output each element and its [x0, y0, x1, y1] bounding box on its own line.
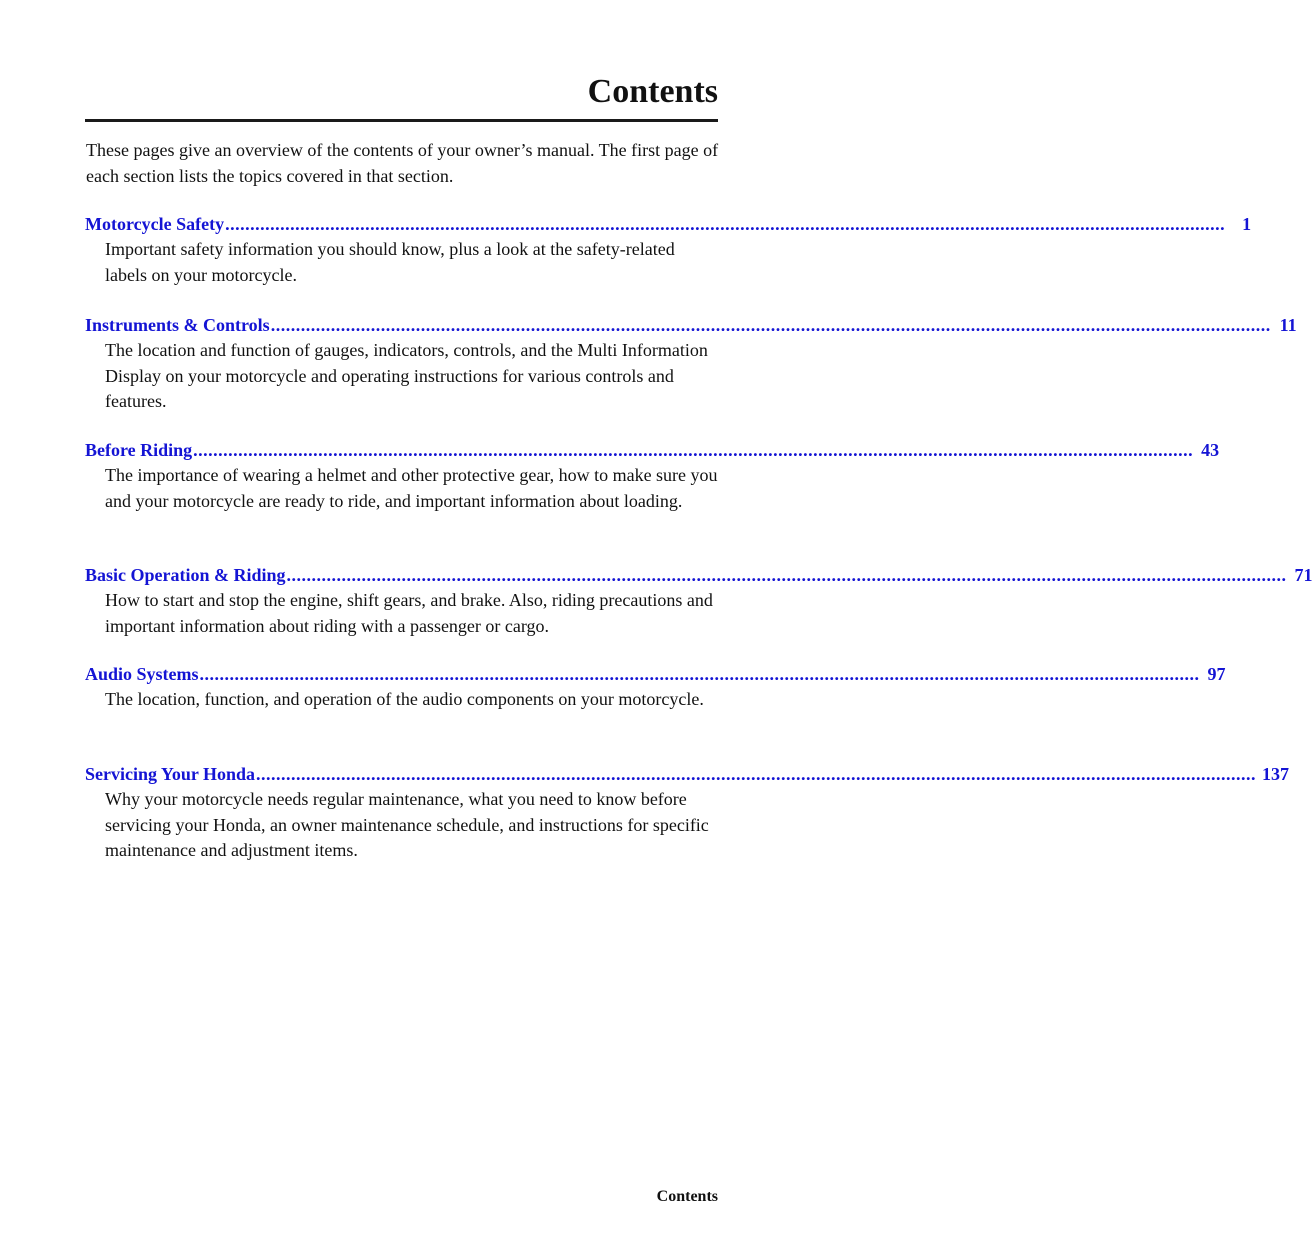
footer-section-label: Contents [656, 1188, 718, 1205]
page-title: Contents [587, 73, 718, 110]
toc-page-number[interactable]: 1 [1242, 214, 1252, 234]
toc-page-number[interactable]: 97 [1207, 664, 1226, 684]
toc-description: Important safety information you should know, plus a look at the safety-related labels on your motorcycle. [105, 239, 675, 285]
toc-label[interactable]: Servicing Your Honda [85, 764, 256, 784]
toc-dot-leader: ........................................................................................................................................................................................................ [256, 764, 1257, 784]
toc-dot-leader: ........................................................................................................................................................................................................ [199, 664, 1200, 684]
toc-description: The location, function, and operation of the audio components on your motorcycle. [105, 689, 704, 709]
toc-description: Why your motorcycle needs regular maintenance, what you need to know before servicing your Honda, an owner maintenance schedule, and instructions for specific maintenance and adjustment items. [105, 789, 709, 860]
toc-page-number[interactable]: 137 [1262, 764, 1290, 784]
toc-page-number[interactable]: 11 [1279, 315, 1297, 335]
toc-label[interactable]: Before Riding [85, 440, 193, 460]
toc-page-number[interactable]: 43 [1201, 440, 1220, 460]
toc-entry-basic-operation-riding [85, 562, 1313, 639]
toc-label[interactable]: Basic Operation & Riding [85, 565, 286, 585]
toc-entry-audio-systems [85, 661, 1226, 713]
toc-description: The location and function of gauges, indicators, controls, and the Multi Information Display on your motorcycle and operating instructions for various controls and features. [105, 340, 708, 411]
toc-entry-before-riding [85, 437, 1220, 514]
toc-link-instruments-controls[interactable] [85, 312, 1297, 338]
toc-description: The importance of wearing a helmet and other protective gear, how to make sure you and your motorcycle are ready to ride, and important information about loading. [105, 465, 718, 511]
toc-entry-motorcycle-safety [85, 211, 1252, 288]
toc-label[interactable]: Audio Systems [85, 664, 199, 684]
toc-entry-instruments-controls [85, 312, 1297, 415]
toc-description: How to start and stop the engine, shift gears, and brake. Also, riding precautions and important information about riding with a passenger or cargo. [105, 590, 713, 636]
toc-link-basic-operation-riding[interactable] [85, 562, 1313, 588]
toc-link-motorcycle-safety[interactable] [85, 211, 1252, 237]
toc-dot-leader: ........................................................................................................................................................................................................ [270, 315, 1271, 335]
toc-link-audio-systems[interactable] [85, 661, 1226, 687]
toc-dot-leader: ........................................................................................................................................................................................................ [286, 565, 1287, 585]
toc-entry-servicing-your-honda [85, 761, 1290, 864]
toc-link-servicing-your-honda[interactable] [85, 761, 1290, 787]
toc-page-number[interactable]: 71 [1294, 565, 1313, 585]
toc-label[interactable]: Motorcycle Safety [85, 214, 225, 234]
intro-paragraph: These pages give an overview of the contents of your owner’s manual. The first page of each section lists the topics covered in that section. [86, 140, 719, 186]
toc-dot-leader: ........................................................................................................................................................................................................ [193, 440, 1194, 460]
toc-link-before-riding[interactable] [85, 437, 1220, 463]
toc-dot-leader: ........................................................................................................................................................................................................ [225, 214, 1226, 234]
toc-label[interactable]: Instruments & Controls [85, 315, 270, 335]
